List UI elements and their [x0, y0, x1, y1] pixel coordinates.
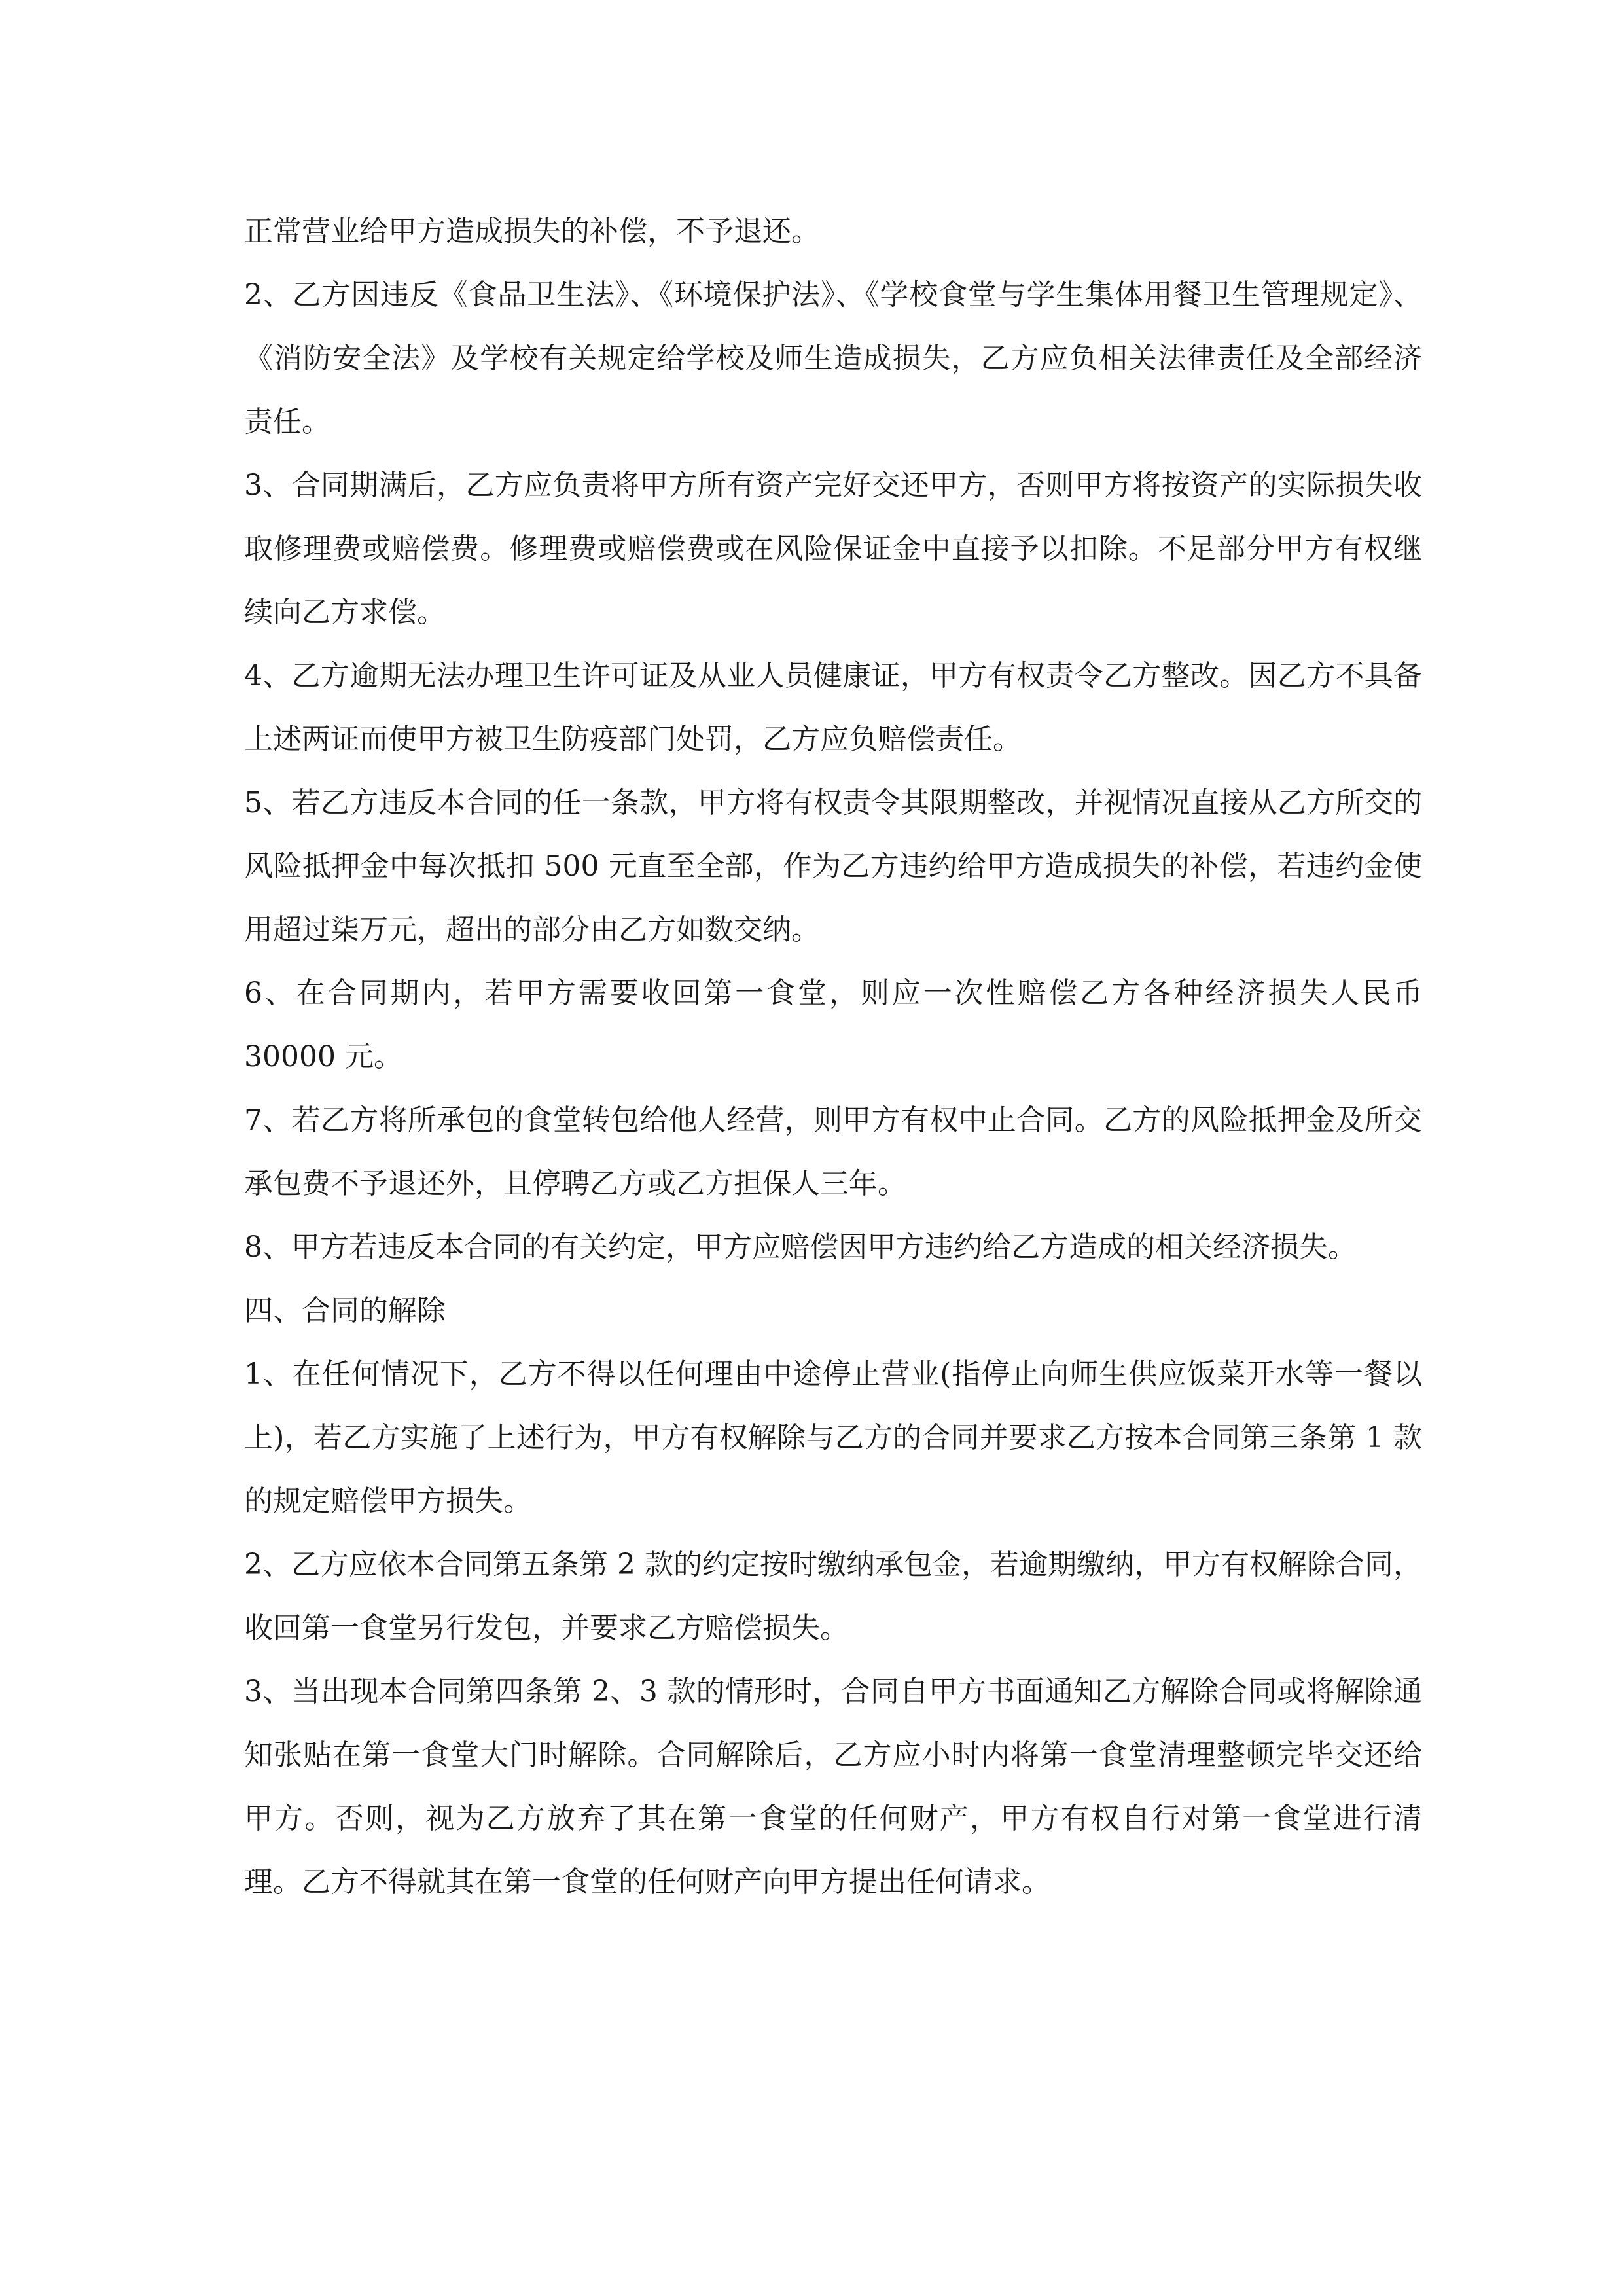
- section-heading-termination: 四、合同的解除: [244, 1294, 446, 1327]
- clause-3-6: 6、在合同期内，若甲方需要收回第一食堂，则应一次性赔偿乙方各种经济损失人民币 30000 元。: [244, 977, 1422, 1073]
- clause-3-2: 2、乙方因违反《食品卫生法》、《环境保护法》、《学校食堂与学生集体用餐卫生管理规定》、《消防安全法》及学校有关规定给学校及师生造成损失，乙方应负相关法律责任及全部经济责任。: [244, 278, 1422, 439]
- paragraph-continuation: 正常营业给甲方造成损失的补偿，不予退还。: [244, 215, 820, 248]
- clause-3-3: 3、合同期满后，乙方应负责将甲方所有资产完好交还甲方，否则甲方将按资产的实际损失收取修理费或赔偿费。修理费或赔偿费或在风险保证金中直接予以扣除。不足部分甲方有权继续向乙方求偿。: [244, 469, 1422, 629]
- clause-4-2: 2、乙方应依本合同第五条第 2 款的约定按时缴纳承包金，若逾期缴纳，甲方有权解除合同，收回第一食堂另行发包，并要求乙方赔偿损失。: [244, 1548, 1422, 1645]
- clause-3-4: 4、乙方逾期无法办理卫生许可证及从业人员健康证，甲方有权责令乙方整改。因乙方不具备上述两证而使甲方被卫生防疫部门处罚，乙方应负赔偿责任。: [244, 659, 1422, 756]
- clause-4-1: 1、在任何情况下，乙方不得以任何理由中途停止营业(指停止向师生供应饭菜开水等一餐以上)，若乙方实施了上述行为，甲方有权解除与乙方的合同并要求乙方按本合同第三条第 1 款的规定赔偿甲方损失。: [244, 1357, 1422, 1518]
- document-body: [244, 200, 1422, 1914]
- clause-4-3: 3、当出现本合同第四条第 2、3 款的情形时，合同自甲方书面通知乙方解除合同或将解除通知张贴在第一食堂大门时解除。合同解除后，乙方应小时内将第一食堂清理整顿完毕交还给甲方。否则，视为乙方放弃了其在第一食堂的任何财产，甲方有权自行对第一食堂进行清理。乙方不得就其在第一食堂的任何财产向甲方提出任何请求。: [244, 1675, 1422, 1899]
- clause-3-7: 7、若乙方将所承包的食堂转包给他人经营，则甲方有权中止合同。乙方的风险抵押金及所交承包费不予退还外，且停聘乙方或乙方担保人三年。: [244, 1103, 1422, 1200]
- clause-3-8: 8、甲方若违反本合同的有关约定，甲方应赔偿因甲方违约给乙方造成的相关经济损失。: [244, 1230, 1357, 1264]
- clause-3-5: 5、若乙方违反本合同的任一条款，甲方将有权责令其限期整改，并视情况直接从乙方所交的风险抵押金中每次抵扣 500 元直至全部，作为乙方违约给甲方造成损失的补偿，若违约金使用超过柒万元，超出的部分由乙方如数交纳。: [244, 786, 1422, 946]
